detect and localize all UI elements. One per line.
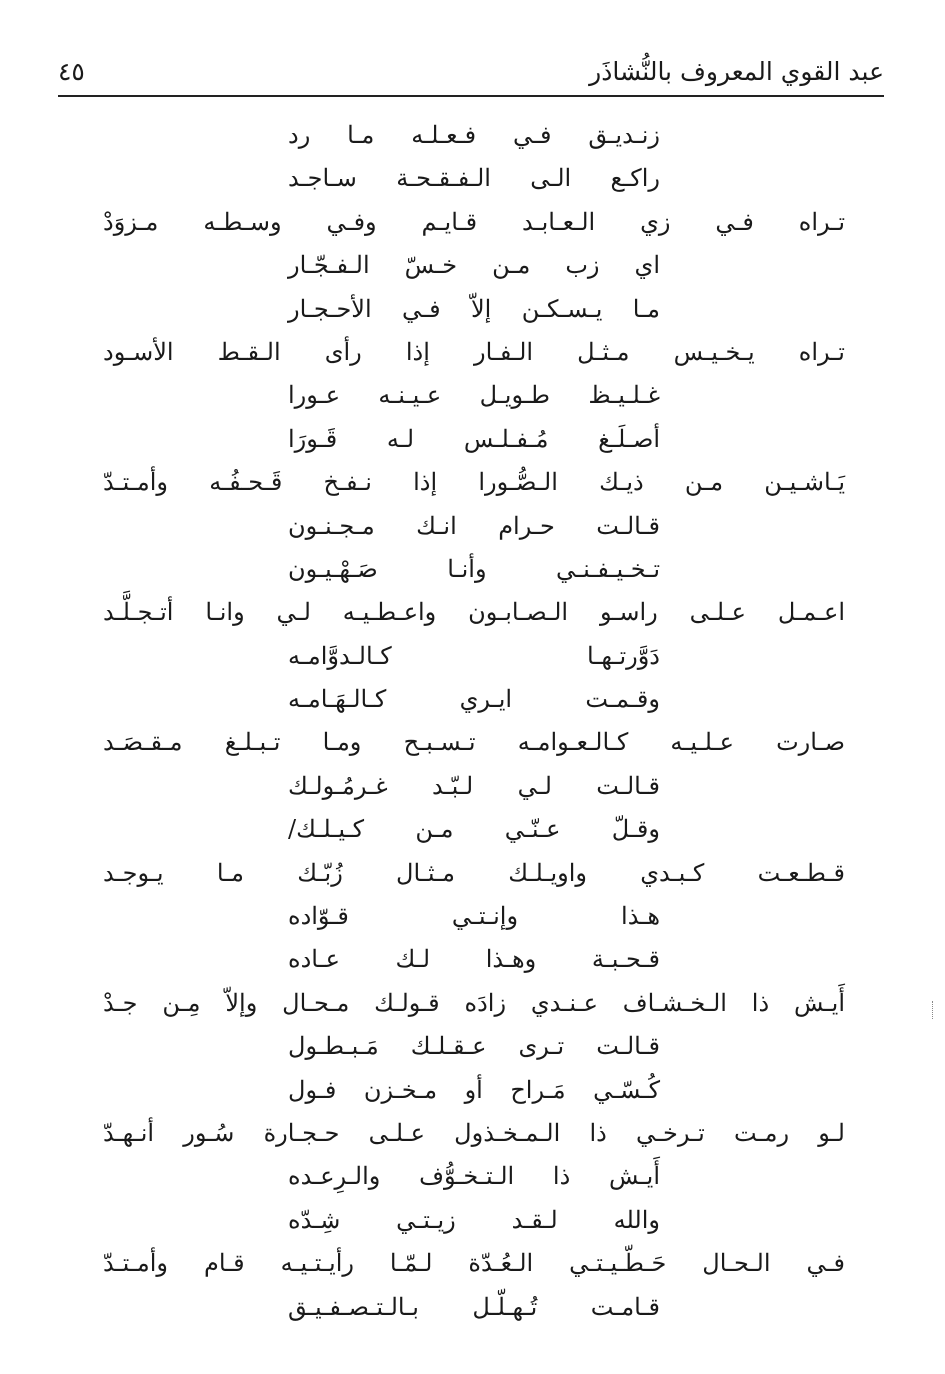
verse-text: قـحـبـة وهـذا لـك عـاده (288, 945, 660, 974)
page-header (58, 52, 884, 92)
verse-line-indented (0, 1025, 945, 1068)
verse-line-indented (0, 505, 945, 548)
verse-text: كُـسّـي مَـراح أو مـخـزن فـول (288, 1075, 660, 1104)
verse-text: يَـاشـيـن مـن ذيـك الـصُّـورا إذا نـفـخ قَـحـفُـه وأمـتـدّ (103, 468, 845, 497)
verse-line-indented (0, 678, 945, 721)
verse-text: راكـع الـى الـفـقـحـة سـاجـد (288, 164, 660, 193)
verse-text: دَوَّرتـهـا كـالـدوَّامـه (288, 641, 660, 670)
poem (0, 114, 945, 1329)
verse-text: تـراه يـخـيـس مـثـل الـفـار إذا رأى الـقـط الأسـود (103, 337, 845, 366)
verse-text: وقـمـت ايـري كـالـهَـامـه (288, 685, 660, 714)
verse-text: اعـمـل عـلـى راسـو الـصـابـون واعـطـيـه لـي وانـا أتـجـلَّـد (103, 598, 845, 627)
verse-text: أصـلَـغ مُـفـلـس لـه قَـورَا (288, 424, 660, 453)
verse-text: لـو رمـت تـرخـي ذا الـمـخـذول عـلـى حـجـارة سُـور أنـهـدّ (103, 1118, 845, 1147)
running-title: عبد القوي المعروف بالنُّشاذَر (589, 57, 884, 86)
verse-text: تـراه فـي زي الـعـابـد قـايـم وفـي وسـطـه مـزوَدْ (103, 207, 845, 236)
verse-text: زنـديـق فـي فـعـلـه مـا رد (288, 121, 660, 149)
verse-text: هـذا وإنـتـي قـوّاده (288, 902, 660, 931)
verse-text: أَيـش ذا الـخـشـاف عـنـدي زادَه قـولـك مـحـال وإلاّ مِـن جـدْ (103, 988, 845, 1017)
verse-line-full (0, 201, 945, 244)
verse-line-full (0, 461, 945, 504)
verse-text: تـخـيـفـنـي وأنـا صَـهْـيـون (288, 554, 660, 583)
verse-text: والله لـقـد زيـتـي شِـدّه (288, 1205, 660, 1234)
verse-line-indented (0, 1199, 945, 1242)
verse-text: قـامـت تُـهـلّـل بـالـتـصـفـيـق (288, 1292, 660, 1321)
verse-text: أَيـش ذا الـتـخـوُّف والـرِعـده (288, 1162, 660, 1191)
page-number: ٤٥ (58, 57, 85, 86)
verse-line-indented (0, 244, 945, 287)
verse-text: قـالـت لـي لـبّـد غـرمُـولـك (288, 771, 660, 800)
verse-line-full (0, 591, 945, 634)
margin-mark (932, 1001, 935, 1019)
header-rule (58, 95, 884, 97)
verse-line-full (0, 1112, 945, 1155)
verse-text: قـطـعـت كـبـدي واويـلـك مـثـال زُبّـك مـا يـوجـد (103, 858, 845, 887)
verse-line-full (0, 721, 945, 764)
verse-line-indented (0, 808, 945, 851)
verse-line-indented (0, 635, 945, 678)
verse-text: فـي الـحـال حَـطّـيـتـي الـعُـدّة لـمّـا رأيـتـيـه قـام وأمـتـدّ (103, 1249, 845, 1278)
verse-line-full (0, 982, 945, 1025)
verse-line-indented (0, 1155, 945, 1198)
verse-line-indented (0, 114, 945, 157)
verse-text: اي زب مـن خـسّ الـفـجّـار (288, 251, 660, 280)
verse-line-full (0, 852, 945, 895)
verse-text: وقـلّ عـنّـي مـن كـيـلـك/ (288, 815, 660, 844)
verse-line-indented (0, 1286, 945, 1329)
verse-line-full (0, 331, 945, 374)
verse-line-indented (0, 765, 945, 808)
verse-line-indented (0, 374, 945, 417)
verse-line-indented (0, 157, 945, 200)
verse-line-indented (0, 1069, 945, 1112)
verse-line-indented (0, 548, 945, 591)
verse-line-indented (0, 895, 945, 938)
verse-text: قـالـت تـرى عـقـلـك مَـبـطـول (288, 1032, 660, 1061)
verse-text: صـارت عـلـيـه كـالـعـوامـه تـسـبـح ومـا تـبـلـغ مـقـصَـد (103, 728, 845, 757)
verse-line-indented (0, 418, 945, 461)
verse-text: قـالـت حـرام انـك مـجـنـون (288, 511, 660, 540)
verse-line-indented (0, 288, 945, 331)
verse-text: مـا يـسـكـن إلاّ فـي الأحـجـار (288, 294, 660, 323)
verse-line-full (0, 1242, 945, 1285)
verse-text: غـلـيـظ طـويـل عـيـنـه عـورا (288, 381, 660, 410)
verse-line-indented (0, 938, 945, 981)
